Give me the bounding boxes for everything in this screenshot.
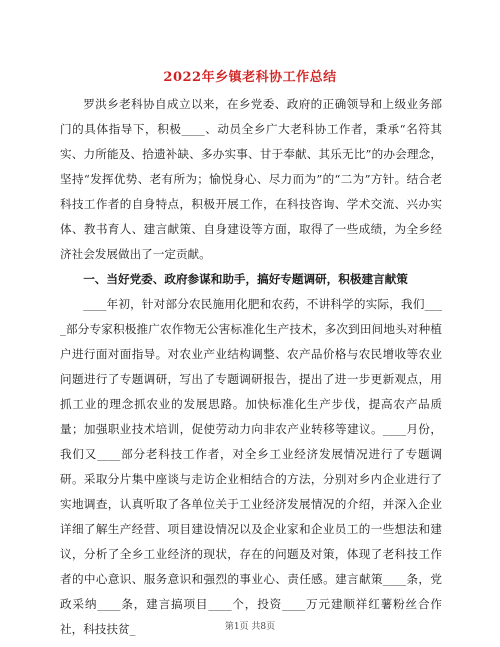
document-title: 2022年乡镇老科协工作总结 <box>163 70 337 85</box>
section-heading: 一、当好党委、政府参谋和助手，搞好专题调研，积极建言献策 <box>83 272 408 286</box>
document-body <box>60 92 442 642</box>
intro-paragraph: 罗洪乡老科协自成立以来，在乡党委、政府的正确领导和上级业务部门的具体指导下，积极____、动员全乡广大老科协工作者，秉承“名符其实、力所能及、拾遗补缺、多办实事、甘于奉献、其乐无比”的办会理念，坚持“发挥优势、老有所为；愉悦身心、尽力而为”的“二为”方针。结合老科技工作者的自身特点，积极开展工作，在科技咨询、学术交流、兴办实体、教书育人、建言献策、自身建设等方面，取得了一些成绩，为全乡经济社会发展做出了一定贡献。 <box>60 97 442 261</box>
section-paragraph: ____年初，针对部分农民施用化肥和农药，不讲科学的实际，我们____部分专家积极推广农作物无公害标准化生产技术，多次到田间地头对种植户进行面对面指导。对农业产业结构调整、农产品价格与农民增收等农业问题进行了专题调研，写出了专题调研报告，提出了进一步更新观点，用抓工业的理念抓农业的发展思路。加快标准化生产步伐，提高农产品质量；加强职业技术培训，促使劳动力向非农产业转移等建议。____月份，我们又____部分老科技工作者，对全乡工业经济发展情况进行了专题调研。采取分片集中座谈与走访企业相结合的方法，分别对乡内企业进行了实地调查，认真听取了各单位关于工业经济发展情况的介绍，并深入企业详细了解生产经营、项目建设情况以及企业家和企业员工的一些想法和建议，分析了全乡工业经济的现状，存在的问题及对策，体现了老科技工作者的中心意识、服务意识和强烈的事业心、责任感。建言献策____条，党政采纳____条，建言搞项目____个，投资____万元建顺祥红薯粉丝合作社，科技扶贫_ <box>60 297 442 636</box>
page-number-footer: 第1页 共8页 <box>224 622 276 632</box>
